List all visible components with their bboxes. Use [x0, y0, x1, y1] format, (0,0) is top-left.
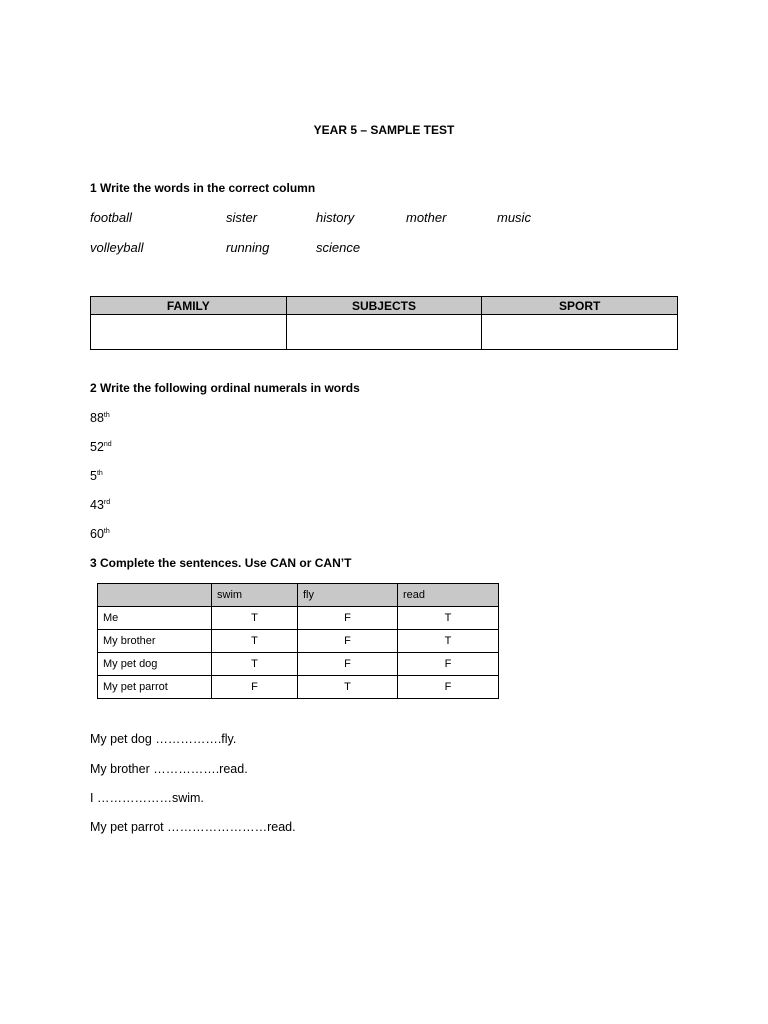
row-label: My pet parrot	[98, 676, 212, 699]
column-header-sport: SPORT	[482, 297, 678, 315]
row-label: Me	[98, 607, 212, 630]
table-cell: F	[298, 653, 398, 676]
table-cell: T	[298, 676, 398, 699]
ordinal-suffix: th	[103, 528, 110, 535]
ordinal-number: 88	[90, 411, 104, 425]
section1-heading: 1 Write the words in the correct column	[90, 181, 316, 195]
table-header-cell	[98, 584, 212, 607]
table-header-cell: read	[398, 584, 499, 607]
ordinal-number: 52	[90, 440, 104, 454]
word-item: running	[226, 240, 270, 255]
section2-heading: 2 Write the following ordinal numerals in words	[90, 381, 360, 395]
table-cell: T	[212, 653, 298, 676]
word-columns-table	[90, 296, 678, 350]
ordinal-suffix: th	[103, 412, 110, 419]
word-item: music	[497, 210, 531, 225]
table-cell: T	[398, 607, 499, 630]
row-label: My pet dog	[98, 653, 212, 676]
table-row	[98, 676, 499, 699]
table-header-cell: swim	[212, 584, 298, 607]
table-cell: F	[212, 676, 298, 699]
word-item: volleyball	[90, 240, 144, 255]
fill-in-sentence[interactable]: My pet parrot ……………………read.	[90, 820, 296, 834]
ordinal-suffix: nd	[103, 441, 112, 448]
ordinal-number: 5	[90, 469, 97, 483]
ordinal-number: 60	[90, 527, 104, 541]
ordinal-number: 43	[90, 498, 104, 512]
table-cell: T	[398, 630, 499, 653]
fill-in-sentence[interactable]: I ………………swim.	[90, 791, 204, 805]
word-item: sister	[226, 210, 258, 225]
row-label: My brother	[98, 630, 212, 653]
word-item: mother	[406, 210, 447, 225]
answer-cell-sport[interactable]	[482, 315, 678, 350]
ordinal-suffix: rd	[103, 499, 111, 506]
table-header-cell: fly	[298, 584, 398, 607]
abilities-table	[97, 583, 499, 699]
ordinal-item	[90, 527, 110, 541]
page-title: YEAR 5 – SAMPLE TEST	[313, 123, 455, 137]
table-cell: T	[212, 630, 298, 653]
table-row	[98, 630, 499, 653]
table-cell: F	[298, 607, 398, 630]
column-header-subjects: SUBJECTS	[286, 297, 482, 315]
fill-in-sentence[interactable]: My brother …………….read.	[90, 762, 248, 776]
table-row	[98, 653, 499, 676]
word-item: history	[316, 210, 355, 225]
fill-in-sentence[interactable]: My pet dog …………….fly.	[90, 732, 237, 746]
table-row	[98, 607, 499, 630]
section3-heading: 3 Complete the sentences. Use CAN or CAN’T	[90, 556, 352, 570]
table-cell: F	[298, 630, 398, 653]
answer-cell-subjects[interactable]	[286, 315, 482, 350]
word-item: football	[90, 210, 132, 225]
ordinal-suffix: th	[96, 470, 103, 477]
answer-cell-family[interactable]	[91, 315, 287, 350]
table-cell: F	[398, 676, 499, 699]
ordinal-item	[90, 498, 110, 512]
table-header-row	[98, 584, 499, 607]
table-cell: F	[398, 653, 499, 676]
ordinal-item	[90, 411, 110, 425]
column-header-family: FAMILY	[91, 297, 287, 315]
ordinal-item	[90, 440, 112, 454]
ordinal-item	[90, 469, 103, 483]
table-cell: T	[212, 607, 298, 630]
word-item: science	[316, 240, 361, 255]
